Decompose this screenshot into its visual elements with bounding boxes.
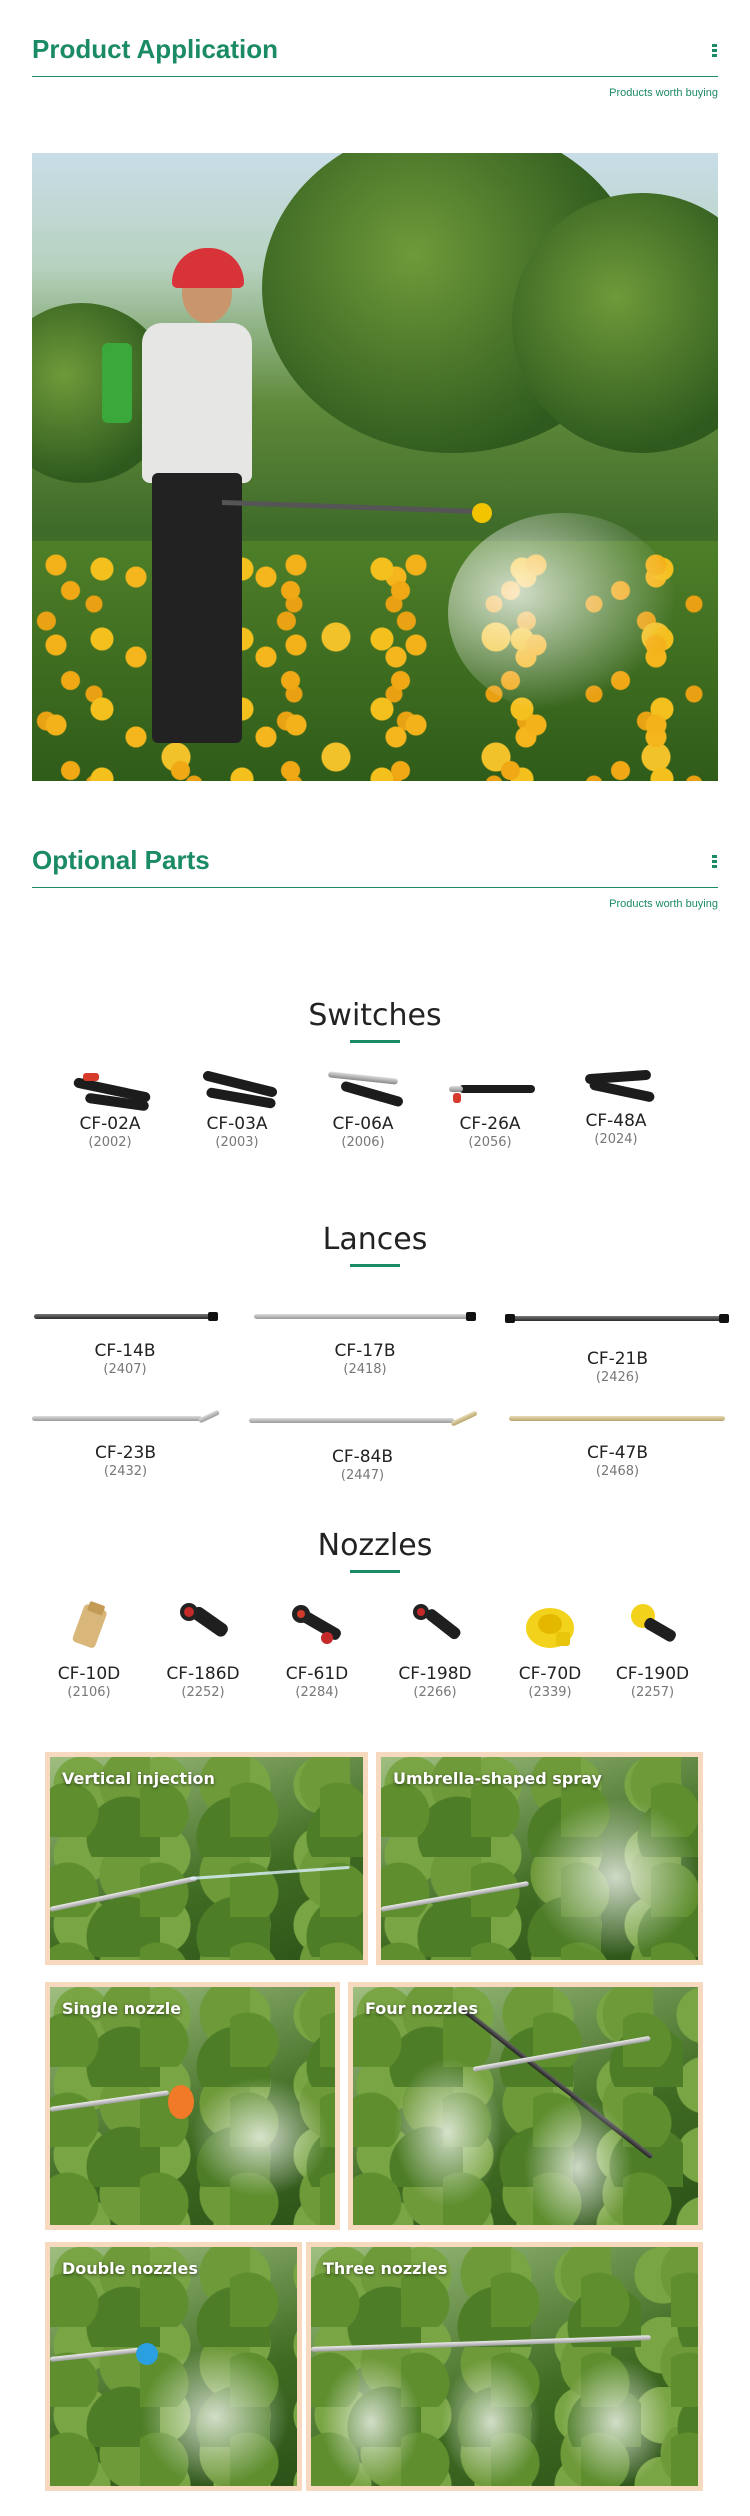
spray-mode-label: Three nozzles xyxy=(323,2259,448,2278)
part-code: (2006) xyxy=(341,1135,385,1150)
part-model: CF-61D xyxy=(285,1664,349,1684)
nozzle-cf61d-image xyxy=(287,1598,347,1658)
part-code: (2106) xyxy=(67,1685,111,1700)
switch-cf02a-image xyxy=(65,1063,155,1113)
nozzle-item[interactable] xyxy=(385,1598,485,1701)
spray-mode-label: Four nozzles xyxy=(365,1999,478,2018)
switch-cf03a-image xyxy=(192,1063,282,1113)
lance-cf14b-image xyxy=(30,1304,220,1340)
lance-cf84b-image xyxy=(245,1402,480,1446)
part-code: (2252) xyxy=(181,1685,225,1700)
backpack xyxy=(102,343,132,423)
nozzles-heading xyxy=(0,1528,750,1573)
spray-mode-label: Vertical injection xyxy=(62,1769,215,1788)
category-title: Switches xyxy=(308,998,442,1033)
menu-icon[interactable] xyxy=(712,855,718,870)
person-pants xyxy=(152,473,242,743)
red-cap xyxy=(172,248,244,288)
section-subtitle: Products worth buying xyxy=(609,87,718,99)
part-code: (2024) xyxy=(594,1132,638,1147)
switch-item[interactable] xyxy=(60,1063,160,1151)
product-application-header xyxy=(32,34,718,114)
spray-photo-single-nozzle xyxy=(45,1982,340,2230)
nozzle-item[interactable] xyxy=(272,1598,362,1701)
switch-item[interactable] xyxy=(440,1063,540,1151)
person-shirt xyxy=(142,323,252,483)
nozzle-item[interactable] xyxy=(44,1598,134,1701)
part-model: CF-47B xyxy=(586,1443,649,1463)
part-model: CF-190D xyxy=(615,1664,690,1684)
lance-item[interactable] xyxy=(250,1304,480,1378)
part-code: (2426) xyxy=(595,1370,640,1385)
lance-cf47b-image xyxy=(505,1402,730,1442)
lance-cf21b-image xyxy=(505,1304,730,1348)
nozzle-cf186d-image xyxy=(173,1598,233,1658)
part-model: CF-14B xyxy=(94,1341,156,1361)
part-model: CF-84B xyxy=(331,1447,394,1467)
divider xyxy=(32,76,718,77)
part-model: CF-48A xyxy=(585,1111,647,1131)
section-title: Product Application xyxy=(32,34,279,64)
switch-item[interactable] xyxy=(313,1063,413,1151)
switch-cf48a-image xyxy=(571,1060,661,1110)
spray-photo-four-nozzles xyxy=(348,1982,703,2230)
yellow-nozzle xyxy=(472,503,492,523)
lance-item[interactable] xyxy=(30,1304,220,1378)
part-code: (2266) xyxy=(413,1685,457,1700)
nozzle-cf198d-image xyxy=(405,1598,465,1658)
spray-lance xyxy=(222,500,482,514)
lance-item[interactable] xyxy=(28,1402,223,1480)
spray-photo-three-nozzles xyxy=(306,2242,703,2491)
lance-item[interactable] xyxy=(245,1402,480,1484)
nozzle-cf190d-image xyxy=(623,1598,683,1658)
lance-item[interactable] xyxy=(505,1304,730,1386)
title-underline xyxy=(350,1264,400,1267)
nozzle-item[interactable] xyxy=(505,1598,595,1701)
category-title: Nozzles xyxy=(317,1528,433,1563)
part-model: CF-198D xyxy=(398,1664,472,1684)
part-model: CF-17B xyxy=(334,1341,396,1361)
spray-mode-label: Umbrella-shaped spray xyxy=(393,1769,602,1788)
part-model: CF-70D xyxy=(518,1664,582,1684)
part-model: CF-21B xyxy=(586,1349,649,1369)
part-code: (2447) xyxy=(340,1468,385,1483)
part-code: (2002) xyxy=(88,1135,132,1150)
nozzle-item[interactable] xyxy=(605,1598,700,1701)
nozzle-cf10d-image xyxy=(59,1598,119,1658)
part-model: CF-03A xyxy=(206,1114,268,1134)
switch-cf26a-image xyxy=(445,1063,535,1113)
optional-parts-header xyxy=(32,845,718,925)
spray-mode-label: Single nozzle xyxy=(62,1999,182,2018)
lance-cf23b-image xyxy=(28,1402,223,1442)
spray-photo-double-nozzles xyxy=(45,2242,302,2491)
part-code: (2418) xyxy=(343,1362,387,1377)
part-model: CF-186D xyxy=(166,1664,240,1684)
part-model: CF-02A xyxy=(79,1114,141,1134)
lances-heading xyxy=(0,1222,750,1267)
switch-cf06a-image xyxy=(318,1063,408,1113)
spray-photo-vertical-injection xyxy=(45,1752,368,1965)
lance-item[interactable] xyxy=(505,1402,730,1480)
menu-icon[interactable] xyxy=(712,44,718,59)
part-code: (2056) xyxy=(468,1135,512,1150)
title-underline xyxy=(350,1570,400,1573)
spray-mist xyxy=(448,513,678,713)
hero-photo-sprayer-in-garden xyxy=(32,153,718,781)
part-code: (2468) xyxy=(595,1464,640,1479)
divider xyxy=(32,887,718,888)
switch-item[interactable] xyxy=(187,1063,287,1151)
part-code: (2432) xyxy=(103,1464,148,1479)
section-subtitle: Products worth buying xyxy=(609,898,718,910)
part-model: CF-06A xyxy=(332,1114,394,1134)
part-model: CF-10D xyxy=(57,1664,121,1684)
part-code: (2407) xyxy=(103,1362,147,1377)
category-title: Lances xyxy=(322,1222,428,1257)
part-code: (2257) xyxy=(630,1685,675,1700)
switch-item[interactable] xyxy=(566,1060,666,1148)
spray-mode-label: Double nozzles xyxy=(62,2259,198,2278)
switches-heading xyxy=(0,998,750,1043)
part-model: CF-26A xyxy=(459,1114,521,1134)
spray-photo-umbrella-spray xyxy=(376,1752,703,1965)
section-title: Optional Parts xyxy=(32,845,210,875)
part-model: CF-23B xyxy=(94,1443,157,1463)
title-underline xyxy=(350,1040,400,1043)
part-code: (2003) xyxy=(215,1135,259,1150)
nozzle-cf70d-image xyxy=(520,1598,580,1658)
lance-cf17b-image xyxy=(250,1304,480,1340)
part-code: (2284) xyxy=(295,1685,339,1700)
nozzle-item[interactable] xyxy=(158,1598,248,1701)
part-code: (2339) xyxy=(528,1685,572,1700)
